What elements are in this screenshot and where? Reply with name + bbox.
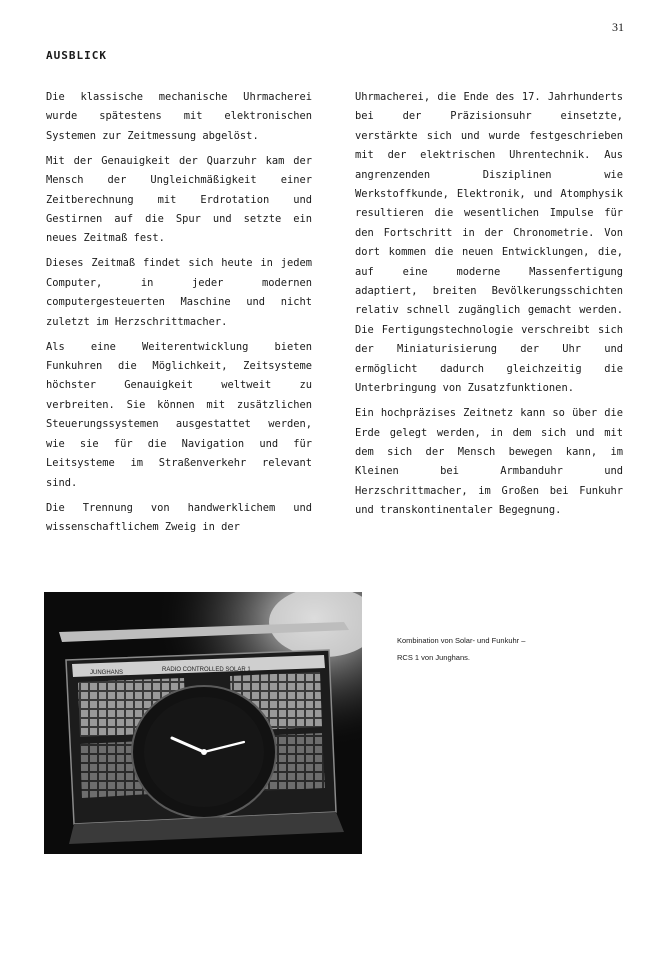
solar-radio-clock-illustration xyxy=(44,592,362,854)
paragraph: Mit der Genauigkeit der Quarzuhr kam der Mensch der Ungleichmäßigkeit einer Zeitberechnung mit Erdrotation und Gestirnen auf die Spur und setzte ein neues Zeitmaß fest. xyxy=(46,154,312,245)
clock-brand-label: JUNGHANS xyxy=(90,670,124,676)
section-heading: AUSBLICK xyxy=(46,49,107,62)
paragraph: Uhrmacherei, die Ende des 17. Jahrhunderts bei der Präzisionsuhr einsetzte, verstärkte sich und wurde festgeschrieben mit der elektrischen Uhrentechnik. Aus angrenzenden Disziplinen wie Werkstoffkunde, Elektronik, und Atomphysik resultieren die wesentlichen Impulse für den Fortschritt in der Chronometrie. Von dort kommen die neuen Entwicklungen, die, auf eine moderne Massenfertigung adaptiert, breiten Bevölkerungsschichten relativ schnell zugänglich gemacht werden. Die Fertigungstechnologie verschreibt sich der Miniaturisierung der Uhr und ermöglicht dadurch gleichzeitig die Unterbringung von Zusatzfunktionen. xyxy=(355,91,623,395)
clock-photo xyxy=(44,592,362,854)
paragraph: Die klassische mechanische Uhrmacherei wurde spätestens mit elektronischen Systemen zur Zeitmessung abgelöst. xyxy=(46,91,312,142)
page-number: 31 xyxy=(612,20,624,34)
paragraph: Die Trennung von handwerklichem und wissenschaftlichem Zweig in der xyxy=(46,501,312,533)
caption-line: RCS 1 von Junghans. xyxy=(397,653,470,662)
right-text-column xyxy=(355,88,623,526)
clock-model-label: RADIO CONTROLLED SOLAR 1 xyxy=(162,667,251,673)
paragraph: Ein hochpräzises Zeitnetz kann so über die Erde gelegt werden, in dem sich und mit dem sich der Mensch bewegen kann, im Kleinen bei Armbanduhr und Herzschrittmacher, im Großen bei Funkuhr und transkontinentaler Begegnung. xyxy=(355,407,623,517)
paragraph: Dieses Zeitmaß findet sich heute in jedem Computer, in jeder modernen computergesteuerten Maschine und nicht zuletzt im Herzschrittmacher. xyxy=(46,257,312,328)
left-text-column xyxy=(46,88,312,543)
paragraph: Als eine Weiterentwicklung bieten Funkuhren die Möglichkeit, Zeitsysteme höchster Genauigkeit weltweit zu verbreiten. Sie können mit zusätzlichen Steuerungssystemen ausgestattet werden, wie sie für die Navigation und für Leitsysteme im Straßenverkehr relevant sind. xyxy=(46,340,312,489)
photo-caption xyxy=(397,632,577,666)
caption-line: Kombination von Solar- und Funkuhr – xyxy=(397,636,526,645)
